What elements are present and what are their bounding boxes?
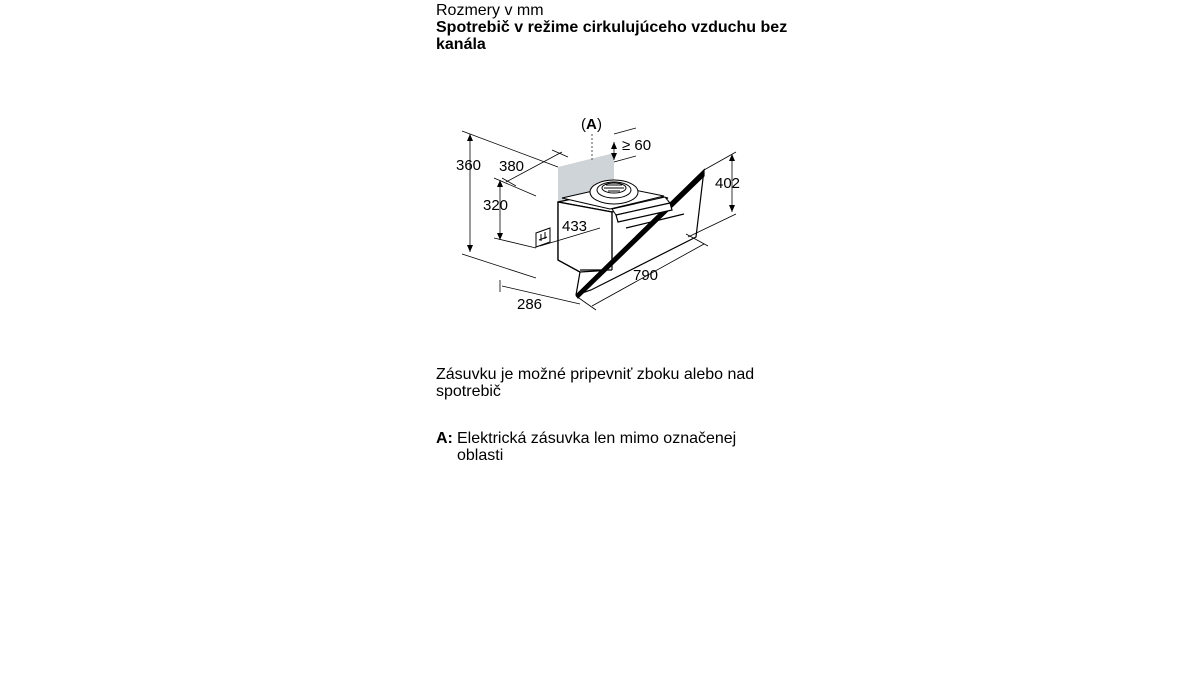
zone-label-open: ( (581, 116, 586, 133)
dimension-height-glass: 402 (715, 175, 741, 192)
legend-item (436, 430, 776, 464)
dimension-height-socket: 320 (483, 197, 509, 214)
mounting-note: Zásuvku je možné pripevniť zboku alebo nad spotrebič (436, 366, 755, 400)
legend-text: Elektrická zásuvka len mimo označenej oblasti (457, 430, 737, 464)
dimension-height-total: 360 (456, 157, 482, 174)
page-title: Spotrebič v režime cirkulujúceho vzduchu bez kanála (436, 19, 788, 53)
dimension-depth-bottom: 286 (517, 296, 543, 313)
dimension-clearance: ≥ 60 (622, 137, 652, 154)
legend-key: A: (436, 430, 453, 447)
dimension-drawing (440, 110, 760, 320)
dimension-depth-top: 380 (499, 158, 525, 175)
zone-label-close: ) (597, 116, 602, 133)
page-header (436, 2, 796, 53)
units-label: Rozmery v mm (436, 2, 544, 19)
socket-icon (536, 228, 550, 247)
dimension-width-chimney: 433 (562, 218, 588, 235)
zone-label: A (586, 116, 597, 133)
dimension-width-total: 790 (633, 267, 659, 284)
